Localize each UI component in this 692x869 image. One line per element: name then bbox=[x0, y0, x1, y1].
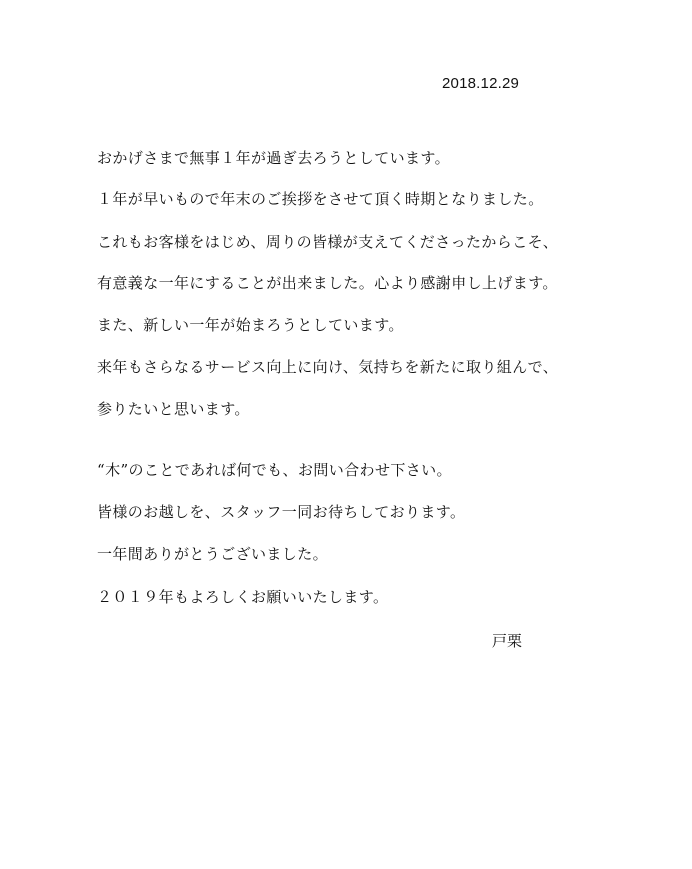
letter-line: また、新しい一年が始まろうとしています。 bbox=[97, 316, 404, 334]
letter-line: １年が早いもので年末のご挨拶をさせて頂く時期となりました。 bbox=[97, 190, 544, 208]
letter-line: 一年間ありがとうございました。 bbox=[97, 545, 329, 563]
letter-line: ２０１９年もよろしくお願いいたします。 bbox=[97, 588, 389, 606]
letter-line: おかげさまで無事１年が過ぎ去ろうとしています。 bbox=[97, 149, 451, 167]
letter-date: 2018.12.29 bbox=[442, 75, 520, 92]
letter-line: 参りたいと思います。 bbox=[97, 400, 250, 418]
letter-line: これもお客様をはじめ、周りの皆様が支えてくださったからこそ、 bbox=[97, 233, 559, 251]
letter-signature: 戸栗 bbox=[492, 632, 523, 650]
letter-line: 皆様のお越しを、スタッフ一同お待ちしております。 bbox=[97, 503, 466, 521]
letter-line: 来年もさらなるサービス向上に向け、気持ちを新たに取り組んで、 bbox=[97, 358, 559, 376]
letter-line: 有意義な一年にすることが出来ました。心より感謝申し上げます。 bbox=[97, 274, 558, 292]
letter-line: “木”のことであれば何でも、お問い合わせ下さい。 bbox=[97, 461, 452, 479]
